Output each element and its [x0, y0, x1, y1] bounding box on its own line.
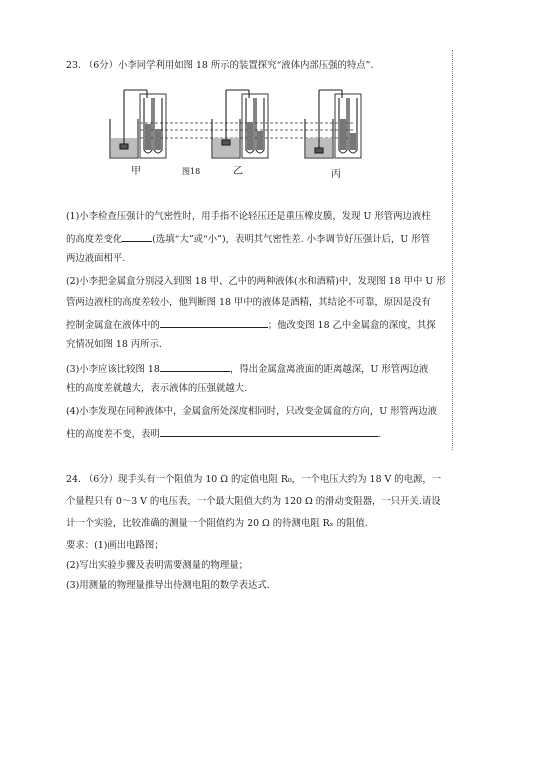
q23-p3-line1-b: ，得出金属盒离液面的距离越深，U 形管两边液 [229, 364, 429, 375]
q23-p2-line4: 究情况如图 18 丙所示. [66, 339, 162, 350]
right-margin-border [452, 50, 453, 450]
figure-label-c: 丙 [331, 169, 341, 180]
q24-requirement-3: (3)用测量的物理量推导出待测电阻的数学表达式. [66, 580, 270, 591]
figure-label-b: 乙 [233, 166, 243, 177]
q23-p3-line2: 柱的高度差就越大，表示液体的压强就越大. [66, 383, 248, 394]
q23-p3-line1-a: (3)小李应该比较图 18 [66, 364, 160, 375]
q23-p2-line1: (2)小李把金属盒分别浸入到图 18 甲、乙中的两种液体(水和酒精)中，发现图 18 甲中 U 形 [66, 276, 446, 287]
q23-p1-line1: (1)小李检查压强计的气密性时，用手指不论轻压还是重压橡皮膜，发现 U 形管两边液柱 [66, 211, 431, 222]
answer-blank-2[interactable] [160, 318, 268, 328]
q23-p4-line2-b: . [377, 429, 381, 440]
q23-p2-line3 [66, 318, 436, 332]
apparatus-b [212, 90, 268, 158]
q24-line3: 计一个实验，比较准确的测量一个阻值约为 20 Ω 的待测电阻 Rₓ 的阻值. [66, 518, 368, 529]
figure-18 [100, 86, 380, 181]
q23-p1-line2 [66, 232, 430, 246]
q23-p1-line2-b: (选填“大”或“小”)，表明其气密性差. 小李调节好压强计后，U 形管 [152, 234, 430, 245]
q23-p4-line1: (4)小李发现在同种液体中，金属盒所处深度相同时，只改变金属盒的方向，U 形管两边液 [66, 406, 438, 417]
answer-blank-4[interactable] [160, 427, 378, 437]
apparatus-a [110, 90, 166, 158]
q23-p2-line2: 管两边液柱的高度差较小，他判断图 18 甲中的液体是酒精，其结论不可靠，原因是没有 [66, 297, 431, 308]
q23-p4-line2-a: 柱的高度差不变，表明 [66, 429, 160, 440]
q23-p3-line1 [66, 362, 428, 376]
q23-p2-line3-a: 控制金属盒在液体中的 [66, 320, 160, 331]
q23-p1-line3: 两边液面相平. [66, 253, 126, 264]
q24-line2: 个量程只有 0～3 V 的电压表，一个最大阻值大约为 120 Ω 的滑动变阻器，一只开关.请设 [66, 496, 441, 507]
answer-blank-3[interactable] [160, 362, 230, 372]
q23-p2-line3-b: ；他改变图 18 乙中金属盒的深度，其探 [267, 320, 436, 331]
figure-caption: 图18 [182, 167, 201, 176]
q24-requirement-2: (2)写出实验步骤及表明需要测量的物理量； [66, 560, 249, 571]
q23-heading: 23. （6分）小李同学利用如图 18 所示的装置探究“液体内部压强的特点”. [66, 60, 374, 71]
answer-blank-1[interactable] [122, 232, 152, 242]
q24-requirement-1: 要求：(1)画出电路图； [66, 540, 164, 551]
figure-label-a: 甲 [131, 166, 141, 177]
q23-p1-line2-a: 的高度差变化 [66, 234, 123, 245]
q24-line1: 24. （6分）现手头有一个阻值为 10 Ω 的定值电阻 R₀，一个电压大约为 18 V 的电源，一 [66, 474, 442, 485]
apparatus-c [305, 90, 361, 158]
q23-p4-line2 [66, 427, 381, 441]
